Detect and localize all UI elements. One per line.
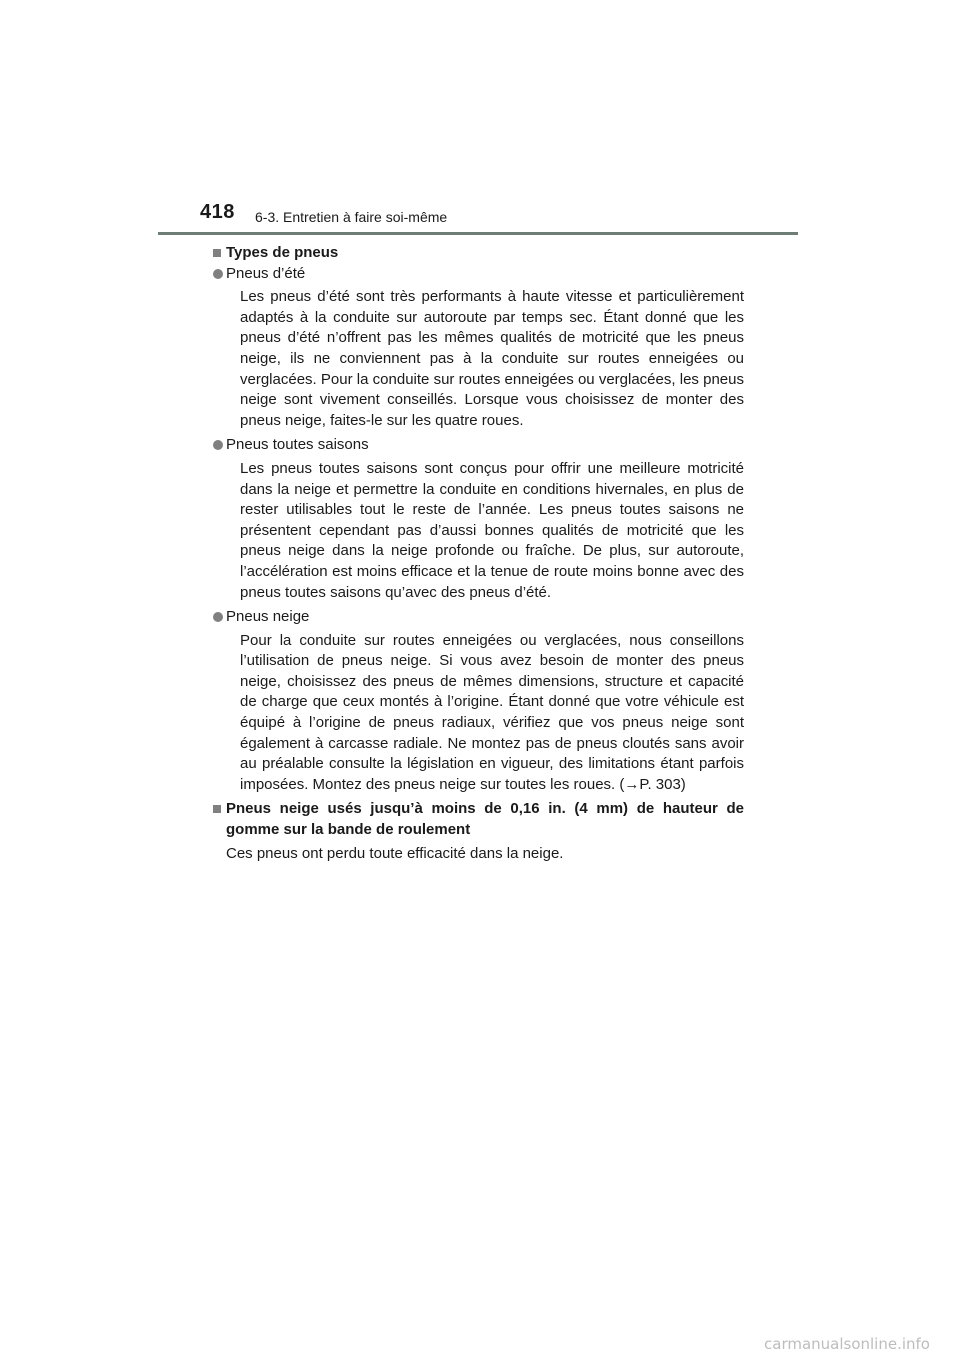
square-bullet-icon — [213, 249, 221, 257]
page-content — [213, 243, 744, 864]
paragraph-text: Pour la conduite sur routes enneigées ou verglacées, nous conseillons l’utilisation de pneus neige. Si vous avez besoin de monter des pneus neige, choisissez des pneus de mêmes dimensions, structure et capacité de charge que ceux montés à l’origine. Étant donné que votre véhicule est équipé à l’origine de pneus radiaux, vérifiez que vos pneus neige sont également à carcasse radiale. Ne montez pas de pneus cloutés sans avoir au préalable consulte la législation en vigueur, des limitations étant parfois imposées. Montez des pneus neige sur toutes les roues. ( — [240, 631, 744, 793]
bullet-paragraph: Les pneus toutes saisons sont conçus pour offrir une meilleure motricité dans la neige et permettre la conduite en conditions hivernales, en plus de rester utilisables tout le reste de l’année. Les pneus toutes saisons ne présentent cependant pas d’aussi bonnes qualités de motricité que les pneus neige dans la neige profonde ou fraîche. De plus, sur autoroute, l’accélération est moins efficace et la tenue de route moins bonne avec des pneus toutes saisons qu’avec des pneus d’été. — [240, 459, 744, 601]
circle-bullet-icon — [213, 440, 223, 450]
page-header — [0, 0, 960, 240]
section-heading-text: Pneus neige usés jusqu’à moins de 0,16 in. (4 mm) de hauteur de gomme sur la bande de roulement — [226, 800, 744, 839]
bullet-title — [213, 264, 744, 285]
bullet-title-text: Pneus d’été — [226, 264, 306, 282]
section-heading-text: Types de pneus — [226, 244, 339, 261]
watermark: carmanualsonline.info — [764, 1335, 930, 1353]
bullet-paragraph: Les pneus d’été sont très performants à haute vitesse et particulièrement adaptés à la conduite sur autoroute par temps sec. Étant donné que les pneus d’été n’offrent pas les mêmes qualités de motricité que les pneus neige, ils ne conviennent pas à la conduite sur routes enneigées ou verglacées. Pour la conduite sur routes enneigées ou verglacées, les pneus neige sont vivement conseillés. Lorsque vous choisissez de monter des pneus neige, faites-le sur les quatre roues. — [240, 288, 744, 429]
square-bullet-icon — [213, 805, 221, 813]
section-heading-tire-types — [213, 243, 744, 264]
bullet-title — [213, 435, 744, 456]
section-heading-worn-snow-tires — [213, 799, 744, 840]
bullet-paragraph — [213, 631, 744, 796]
bullet-title-text: Pneus neige — [226, 608, 310, 626]
list-item-summer-tires — [213, 264, 744, 432]
header-divider — [158, 232, 798, 235]
circle-bullet-icon — [213, 269, 223, 279]
section-title: 6-3. Entretien à faire soi-même — [255, 209, 448, 225]
list-item-snow-tires — [213, 607, 744, 795]
bullet-title-text: Pneus toutes saisons — [226, 436, 369, 454]
circle-bullet-icon — [213, 612, 223, 622]
list-item-all-season-tires — [213, 435, 744, 603]
bullet-title — [213, 607, 744, 628]
page-number: 418 — [200, 201, 235, 223]
section-paragraph: Ces pneus ont perdu toute efficacité dans la neige. — [226, 844, 564, 862]
page-reference-link[interactable]: →P. 303) — [624, 775, 686, 793]
